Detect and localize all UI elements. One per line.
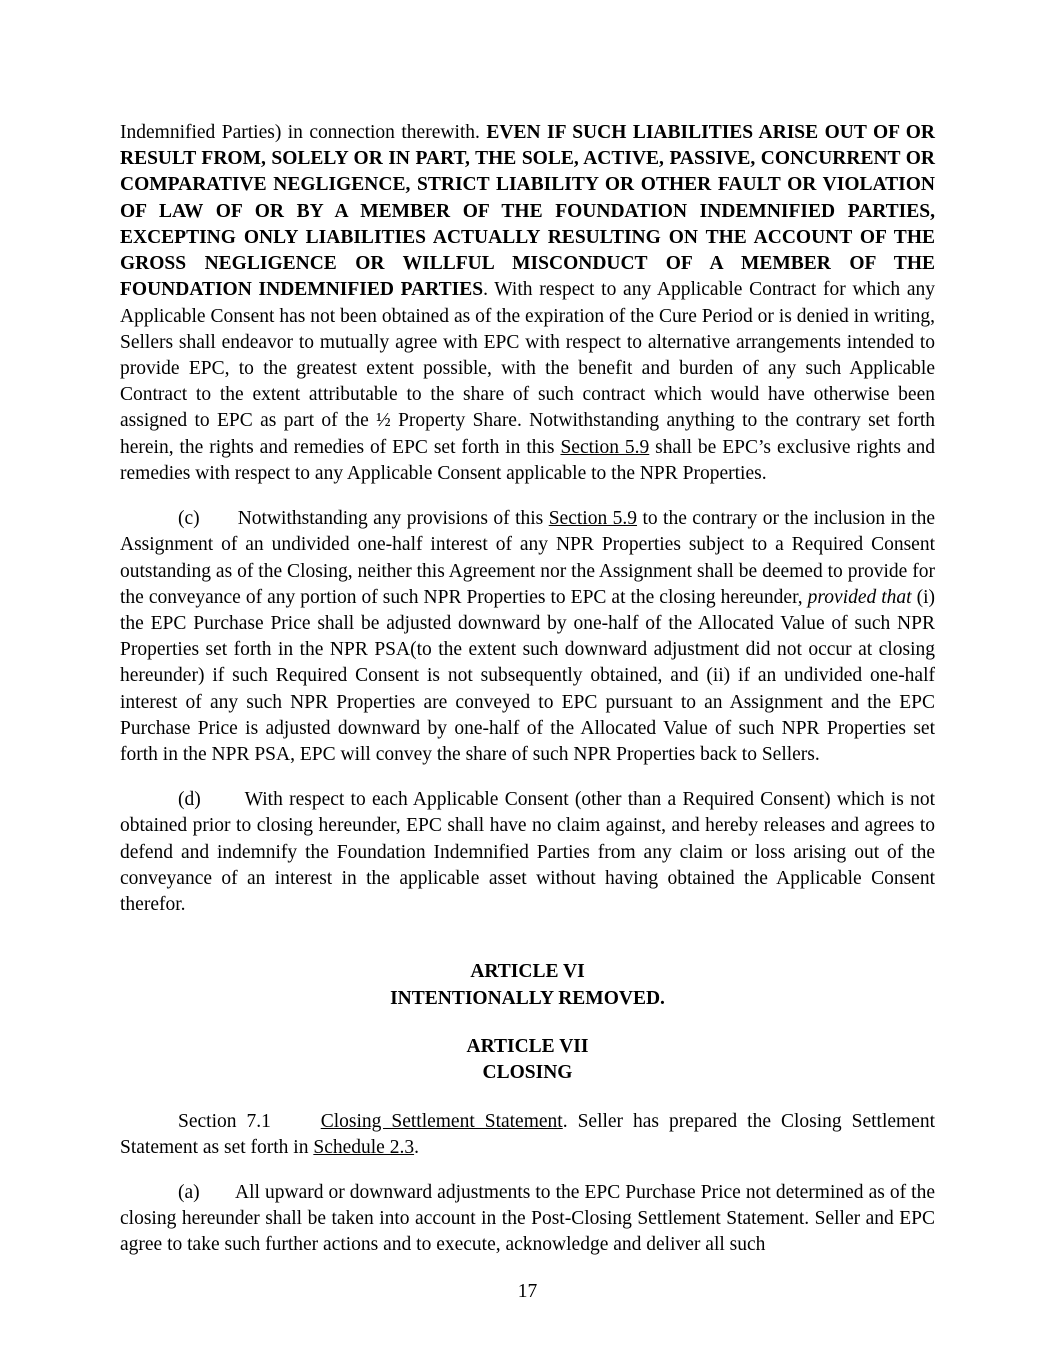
paragraph-after-bold-text: . With respect to any Applicable Contract for which any Applicable Consent has not been obtained as of the expiration of the Cure Period or is denied in writing, Sellers shall endeavor to mutually agree with EPC with respect to alternative arrangements intended to provide EPC, to the greatest extent possible, with the benefit and burden of any such Applicable Contract to the extent attributable to the share of such contract which would have otherwise been assigned to EPC as part of the ½ Property Share. Notwithstanding anything to the contrary set forth herein, the rights and remedies of EPC set forth in this — [120, 279, 935, 458]
page-number: 17 — [517, 1281, 538, 1302]
article-vii-heading: ARTICLE VII — [466, 1035, 589, 1057]
section-7-1-text-b: . — [414, 1136, 419, 1158]
paragraph-d-label-gap — [201, 789, 245, 810]
spacer-before-article-vi — [120, 937, 935, 959]
paragraph-a-text: All upward or downward adjustments to the EPC Purchase Price not determined as of the closing hereunder shall be taken into account in the Post-Closing Settlement Statement. Seller and EPC agree to take such further actions and to execute, acknowledge and deliver all such — [120, 1182, 935, 1256]
paragraph-d-label: (d) — [178, 789, 201, 811]
paragraph-c-text-c: (i) the EPC Purchase Price shall be adjusted downward by one-half of the Allocated Value of such NPR Properties set forth in the NPR PSA(to the extent such downward adjustment did not occur at closing hereunder) if such Required Consent is not subsequently obtained, and (ii) if an undivided one-half interest of any such NPR Properties are conveyed to EPC pursuant to an Assignment and the EPC Purchase Price is adjusted downward by one-half of the Allocated Value of such NPR Properties set forth in the NPR PSA, EPC will convey the share of such NPR Properties back to Sellers. — [120, 586, 935, 766]
section-reference-5-9-second: Section 5.9 — [548, 508, 638, 530]
paragraph-tail-text: shall be EPC’s exclusive rights and remedies with respect to any Applicable Consent applicable to the NPR Properties. — [120, 436, 936, 484]
section-reference-5-9: Section 5.9 — [560, 436, 650, 458]
schedule-reference-2-3: Schedule 2.3 — [313, 1136, 415, 1158]
article-vi-heading: ARTICLE VI — [470, 961, 585, 983]
spacer-between-articles — [120, 1012, 935, 1034]
paragraph-a — [120, 1180, 935, 1259]
paragraph-c-italic-phrase: provided that — [807, 586, 912, 608]
article-vii-subheading: CLOSING — [482, 1062, 573, 1084]
paragraph-c-label-gap — [200, 508, 238, 529]
paragraph-c-label: (c) — [178, 508, 200, 530]
article-vi-subheading: INTENTIONALLY REMOVED. — [390, 987, 665, 1009]
paragraph-d — [120, 787, 935, 918]
paragraph-c — [120, 506, 935, 768]
paragraph-a-label: (a) — [178, 1182, 200, 1204]
section-7-1-text-a: . Seller has prepared the Closing Settlement Statement as set forth in — [120, 1110, 936, 1158]
section-7-1-paragraph — [120, 1109, 935, 1161]
section-7-1-title: Closing Settlement Statement — [320, 1110, 563, 1132]
paragraph-c-text-a: Notwithstanding any provisions of this — [237, 508, 549, 530]
paragraph-c-text-b: to the contrary or the inclusion in the Assignment of an undivided one-half interest of any NPR Properties subject to a Required Consent outstanding as of the Closing, neither this Agreement nor the Assignment shall be deemed to provide for the conveyance of any portion of such NPR Properties to EPC at the closing hereunder, — [120, 508, 936, 608]
paragraph-a-label-gap — [200, 1182, 235, 1203]
section-7-1-label: Section 7.1 — [178, 1110, 271, 1132]
paragraph-lead-text: Indemnified Parties) in connection therewith. — [120, 122, 487, 143]
section-7-1-label-gap — [271, 1111, 321, 1132]
paragraph-d-text: With respect to each Applicable Consent (other than a Required Consent) which is not obtained prior to closing hereunder, EPC shall have no claim against, and hereby releases and agrees to defend and indemnify the Foundation Indemnified Parties from any claim or loss arising out of the conveyance of an interest in the applicable asset without having obtained the Applicable Consent therefor. — [120, 789, 935, 916]
spacer-after-article-vii — [120, 1087, 935, 1109]
paragraph-continuation — [120, 120, 935, 487]
paragraph-bold-clause: EVEN IF SUCH LIABILITIES ARISE OUT OF OR RESULT FROM, SOLELY OR IN PART, THE SOLE, ACTIVE, PASSIVE, CONCURRENT OR COMPARATIVE NEGLIGENCE, STRICT LIABILITY OR OTHER FAULT OR VIOLATION OF LAW OF OR BY A MEMBER OF THE FOUNDATION INDEMNIFIED PARTIES, EXCEPTING ONLY LIABILITIES ACTUALLY RESULTING ON THE ACCOUNT OF THE GROSS NEGLIGENCE OR WILLFUL MISCONDUCT OF A MEMBER OF THE FOUNDATION INDEMNIFIED PARTIES — [120, 122, 935, 301]
